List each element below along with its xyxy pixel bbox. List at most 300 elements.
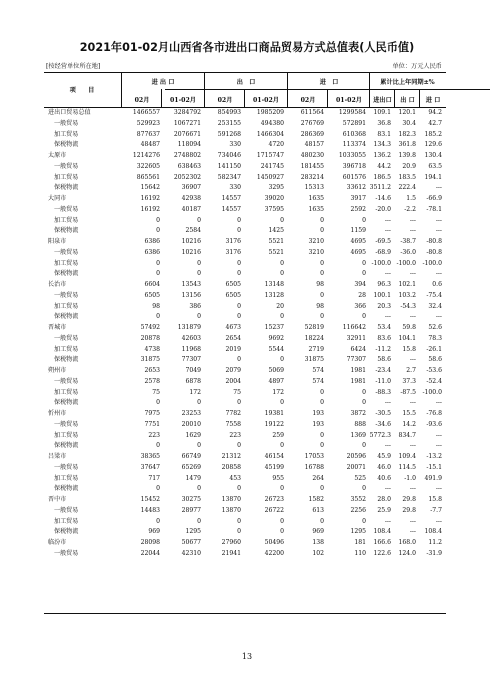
table-cell: 3511.2 — [369, 184, 391, 192]
table-cell: 109.1 — [373, 109, 391, 116]
table-cell: -80.8 — [426, 248, 442, 256]
table-cell: -31.9 — [426, 549, 442, 557]
table-cell: 480230 — [300, 152, 324, 159]
table-cell: 529923 — [136, 119, 160, 127]
header-sub-import-ytd: 01-02月 — [336, 97, 362, 104]
table-cell: 0 — [156, 216, 160, 224]
table-cell: 330 — [229, 141, 241, 149]
table-cell: 1479 — [185, 474, 201, 482]
table-cell: --- — [384, 517, 391, 525]
table-cell: 0 — [197, 399, 201, 407]
row-label: 一般贸易 — [54, 463, 79, 471]
table-cell: --- — [435, 485, 442, 493]
row-label: 加工贸易 — [54, 216, 79, 224]
table-cell: 28.0 — [377, 496, 391, 503]
table-cell: 46154 — [264, 453, 284, 460]
table-row — [44, 194, 446, 205]
table-cell: 0 — [237, 270, 241, 278]
table-cell: 15313 — [304, 184, 324, 192]
table-cell: 48487 — [140, 141, 160, 149]
table-cell: 0.6 — [432, 281, 442, 288]
table-cell: -11.0 — [375, 377, 391, 385]
table-cell: 0 — [320, 442, 324, 450]
table-cell: 0 — [197, 313, 201, 321]
table-cell: 14557 — [221, 205, 241, 213]
table-cell: 20071 — [346, 463, 366, 471]
row-label: 加工贸易 — [54, 517, 79, 525]
row-label: 大同市 — [48, 195, 67, 202]
table-cell: 1981 — [350, 367, 366, 374]
table-cell: 1295 — [185, 528, 201, 536]
table-cell: 4695 — [350, 248, 366, 256]
table-cell: 26723 — [264, 496, 284, 503]
row-label: 保税物流 — [54, 528, 79, 536]
table-row — [44, 388, 446, 399]
table-cell: -100.0 — [371, 259, 391, 267]
table-cell: 877637 — [136, 130, 160, 138]
table-row — [44, 259, 446, 270]
table-cell: -15.1 — [426, 463, 442, 471]
table-cell: 78.3 — [428, 334, 442, 342]
table-cell: 36.8 — [377, 119, 391, 127]
table-cell: 13128 — [264, 291, 284, 299]
table-cell: 15.8 — [428, 496, 442, 503]
table-cell: 5544 — [268, 345, 284, 353]
row-label: 保税物流 — [54, 313, 79, 321]
table-cell: 361.8 — [398, 141, 416, 149]
table-cell: 0 — [156, 485, 160, 493]
table-cell: 1295 — [350, 528, 366, 536]
table-row — [44, 452, 446, 463]
row-label: 一般贸易 — [54, 291, 79, 299]
table-cell: 58.6 — [428, 356, 442, 364]
table-cell: --- — [435, 399, 442, 407]
table-cell: 30275 — [181, 496, 201, 503]
table-cell: --- — [384, 227, 391, 235]
table-cell: 14557 — [221, 195, 241, 202]
table-cell: 1981 — [350, 377, 366, 385]
table-cell: 29.8 — [402, 506, 416, 514]
table-cell: 4673 — [225, 324, 241, 331]
table-cell: 525 — [354, 474, 366, 482]
table-row — [44, 355, 446, 366]
table-cell: -76.8 — [426, 410, 442, 417]
table-cell: 6505 — [225, 281, 241, 288]
table-cell: 141150 — [217, 162, 241, 170]
table-cell: 0 — [237, 399, 241, 407]
table-cell: 1635 — [308, 205, 324, 213]
table-row — [44, 216, 446, 227]
table-cell: 1466557 — [132, 109, 160, 116]
table-cell: --- — [435, 517, 442, 525]
table-cell: 193 — [312, 420, 324, 428]
table-cell: 2076671 — [173, 130, 201, 138]
table-cell: --- — [409, 485, 416, 493]
table-cell: -36.0 — [400, 248, 416, 256]
table-cell: 28 — [358, 291, 366, 299]
table-cell: 0 — [237, 227, 241, 235]
table-cell: 182.3 — [398, 130, 416, 138]
table-cell: 0 — [280, 216, 284, 224]
table-cell: 0 — [320, 227, 324, 235]
table-cell: 50677 — [181, 539, 201, 546]
table-row — [44, 431, 446, 442]
table-cell: -11.2 — [375, 345, 391, 353]
table-cell: 15452 — [140, 496, 160, 503]
row-label: 加工贸易 — [54, 302, 79, 310]
table-cell: 0 — [197, 270, 201, 278]
table-cell: 33612 — [346, 184, 366, 192]
table-cell: 3176 — [225, 248, 241, 256]
table-cell: 865561 — [136, 173, 160, 181]
table-cell: 65269 — [181, 463, 201, 471]
table-cell: 44.2 — [377, 162, 391, 170]
table-cell: 7975 — [144, 410, 160, 417]
table-cell: 53.4 — [377, 324, 391, 331]
header-group-export: 出 口 — [236, 79, 256, 86]
table-cell: 0 — [362, 270, 366, 278]
table-cell: -100.0 — [396, 259, 416, 267]
table-cell: 1369 — [350, 431, 366, 439]
table-cell: 1715747 — [256, 152, 284, 159]
table-cell: 0 — [362, 399, 366, 407]
page-number: 13 — [241, 652, 253, 661]
table-cell: 7558 — [225, 420, 241, 428]
table-cell: 3872 — [350, 410, 366, 417]
table-row — [44, 173, 446, 184]
table-cell: -54.3 — [400, 302, 416, 310]
table-cell: 57492 — [140, 324, 160, 331]
row-label: 忻州市 — [48, 410, 67, 417]
table-cell: 63.5 — [428, 162, 442, 170]
table-cell: 193 — [312, 410, 324, 417]
table-cell: 0 — [320, 313, 324, 321]
table-cell: -78.1 — [426, 205, 442, 213]
table-cell: 2052302 — [173, 173, 201, 181]
table-row — [44, 291, 446, 302]
row-label: 一般贸易 — [54, 119, 79, 127]
table-cell: -1.0 — [404, 474, 416, 482]
table-cell: 21312 — [221, 453, 241, 460]
table-cell: 27960 — [221, 539, 241, 546]
table-cell: 6424 — [350, 345, 366, 353]
table-cell: -88.3 — [375, 388, 391, 396]
table-cell: 11.2 — [428, 539, 442, 546]
table-cell: 0 — [237, 442, 241, 450]
table-cell: 131879 — [177, 324, 201, 331]
table-cell: 4695 — [350, 238, 366, 245]
row-label: 阳泉市 — [48, 238, 67, 245]
table-cell: 20878 — [140, 334, 160, 342]
table-cell: 45.9 — [377, 453, 391, 460]
table-cell: --- — [435, 227, 442, 235]
header-group-yoy: 累计比上年同期±% — [380, 79, 435, 86]
table-cell: 100.1 — [373, 291, 391, 299]
table-cell: 0 — [280, 259, 284, 267]
table-cell: 601576 — [342, 173, 366, 181]
table-cell: 129.6 — [424, 141, 442, 149]
table-cell: 134.3 — [373, 141, 391, 149]
table-cell: 16788 — [304, 463, 324, 471]
table-cell: --- — [384, 485, 391, 493]
table-cell: 0 — [362, 485, 366, 493]
table-row — [44, 506, 446, 517]
table-cell: 0 — [237, 259, 241, 267]
table-cell: 42310 — [181, 549, 201, 557]
table-cell: --- — [435, 184, 442, 192]
table-title: 2021年01-02月山西省各市进出口商品贸易方式总值表(人民币值) — [79, 41, 415, 54]
table-cell: 1629 — [185, 431, 201, 439]
table-cell: 5521 — [268, 248, 284, 256]
table-cell: 286369 — [300, 130, 324, 138]
table-cell: 0 — [156, 259, 160, 267]
table-cell: 591268 — [217, 130, 241, 138]
table-cell: 572891 — [342, 119, 366, 127]
table-cell: 28098 — [140, 539, 160, 546]
column-divider — [327, 89, 328, 107]
table-cell: 0 — [280, 270, 284, 278]
table-cell: 253155 — [217, 119, 241, 127]
table-cell: 194.1 — [424, 173, 442, 181]
table-cell: 0 — [237, 356, 241, 364]
table-cell: 0 — [156, 399, 160, 407]
table-cell: --- — [435, 313, 442, 321]
table-row — [44, 334, 446, 345]
table-cell: 98 — [316, 281, 324, 288]
row-label: 保税物流 — [54, 485, 79, 493]
table-cell: 969 — [148, 528, 160, 536]
table-cell: 0 — [362, 313, 366, 321]
table-row — [44, 420, 446, 431]
table-cell: 223 — [229, 431, 241, 439]
table-row — [44, 302, 446, 313]
table-cell: 185.2 — [424, 130, 442, 138]
table-row — [44, 484, 446, 495]
header-sub-yoy-import: 进 口 — [425, 97, 441, 104]
table-cell: 5521 — [268, 238, 284, 245]
table-cell: 0 — [237, 216, 241, 224]
table-cell: 0 — [280, 442, 284, 450]
table-cell: 136.2 — [373, 152, 391, 159]
table-cell: 45199 — [264, 463, 284, 471]
table-cell: --- — [384, 270, 391, 278]
table-cell: 17053 — [304, 453, 324, 460]
table-cell: --- — [409, 528, 416, 536]
table-cell: 0 — [237, 485, 241, 493]
table-cell: 5772.3 — [369, 431, 391, 439]
table-cell: 3210 — [308, 238, 324, 245]
table-cell: 6505 — [225, 291, 241, 299]
table-cell: 20010 — [181, 420, 201, 428]
row-label: 加工贸易 — [54, 431, 79, 439]
table-cell: 241745 — [260, 162, 284, 170]
header-sub-export-ytd: 01-02月 — [253, 97, 279, 104]
table-cell: 26722 — [264, 506, 284, 514]
table-cell: 1.5 — [406, 195, 416, 202]
row-label: 晋城市 — [48, 324, 67, 331]
table-cell: 2748802 — [173, 152, 201, 159]
table-cell: --- — [384, 216, 391, 224]
table-cell: 7751 — [144, 420, 160, 428]
table-cell: 13870 — [221, 506, 241, 514]
table-cell: 6505 — [144, 291, 160, 299]
table-cell: 0 — [237, 313, 241, 321]
table-cell: 13543 — [181, 281, 201, 288]
table-cell: 50496 — [264, 539, 284, 546]
row-label: 加工贸易 — [54, 345, 79, 353]
table-cell: 58.6 — [377, 356, 391, 364]
table-cell: 0 — [362, 388, 366, 396]
table-cell: 52819 — [304, 324, 324, 331]
table-cell: 222.4 — [398, 184, 416, 192]
table-row — [44, 527, 446, 538]
row-label: 一般贸易 — [54, 248, 79, 256]
table-cell: --- — [409, 313, 416, 321]
table-cell: 1067271 — [173, 119, 201, 127]
table-cell: -66.9 — [426, 195, 442, 202]
table-cell: 20858 — [221, 463, 241, 471]
table-cell: 3210 — [308, 248, 324, 256]
table-row — [44, 538, 446, 549]
table-cell: 0 — [156, 313, 160, 321]
table-cell: 13156 — [181, 291, 201, 299]
table-cell: 48157 — [304, 141, 324, 149]
table-cell: 25.9 — [377, 506, 391, 514]
table-row — [44, 398, 446, 409]
table-cell: --- — [384, 442, 391, 450]
row-label: 朔州市 — [48, 367, 67, 374]
row-label: 长治市 — [48, 281, 67, 288]
table-cell: 4897 — [268, 377, 284, 385]
column-divider — [394, 89, 395, 107]
table-cell: 31875 — [140, 356, 160, 364]
table-cell: 330 — [229, 184, 241, 192]
table-cell: 102.1 — [398, 281, 416, 288]
table-cell: 1450927 — [256, 173, 284, 181]
table-cell: 66749 — [181, 453, 201, 460]
table-row — [44, 237, 446, 248]
table-cell: -68.9 — [375, 248, 391, 256]
table-cell: 0 — [280, 313, 284, 321]
table-cell: 491.9 — [424, 474, 442, 482]
table-cell: 15.8 — [402, 345, 416, 353]
unit-note: 单位：万元人民币 — [392, 63, 442, 70]
row-label: 进出口贸易总值 — [48, 109, 91, 116]
table-row — [44, 269, 446, 280]
header-group-total: 进 出 口 — [151, 79, 175, 86]
table-row — [44, 151, 446, 162]
table-cell: 0 — [156, 270, 160, 278]
column-divider — [161, 89, 162, 107]
table-cell: 19381 — [264, 410, 284, 417]
row-label: 加工贸易 — [54, 474, 79, 482]
table-cell: 611564 — [300, 109, 324, 116]
table-cell: -53.6 — [426, 367, 442, 374]
table-cell: 116642 — [342, 324, 366, 331]
table-cell: 0 — [362, 216, 366, 224]
table-row — [44, 162, 446, 173]
header-sub-total-feb: 02月 — [134, 97, 150, 104]
table-cell: 264 — [312, 474, 324, 482]
table-cell: 638463 — [177, 162, 201, 170]
table-cell: 283214 — [300, 173, 324, 181]
table-cell: 104.1 — [398, 334, 416, 342]
table-cell: -30.5 — [375, 410, 391, 417]
table-cell: 2004 — [225, 377, 241, 385]
table-cell: 172 — [272, 388, 284, 396]
row-label: 保税物流 — [54, 399, 79, 407]
table-cell: 3284792 — [173, 109, 201, 116]
table-cell: 124.0 — [398, 549, 416, 557]
table-cell: --- — [409, 227, 416, 235]
table-cell: 0 — [156, 442, 160, 450]
table-cell: 1159 — [350, 227, 366, 235]
table-cell: 110 — [354, 549, 366, 557]
table-cell: 2256 — [350, 506, 366, 514]
row-label: 加工贸易 — [54, 388, 79, 396]
table-header — [44, 73, 446, 107]
table-row — [44, 226, 446, 237]
table-cell: 168.0 — [398, 539, 416, 546]
table-cell: 0 — [237, 302, 241, 310]
table-cell: 1425 — [268, 227, 284, 235]
table-cell: 42938 — [181, 195, 201, 202]
table-cell: -20.0 — [375, 205, 391, 213]
column-divider — [204, 73, 205, 107]
table-cell: -23.4 — [375, 367, 391, 374]
table-cell: 259 — [272, 431, 284, 439]
table-cell: 0 — [320, 270, 324, 278]
table-cell: 10216 — [181, 248, 201, 256]
table-cell: 0 — [197, 485, 201, 493]
row-label: 加工贸易 — [54, 173, 79, 181]
table-cell: -34.6 — [375, 420, 391, 428]
header-item: 项 目 — [69, 87, 95, 94]
table-cell: 118094 — [177, 141, 201, 149]
row-label: 保税物流 — [54, 184, 79, 192]
table-cell: 0 — [280, 528, 284, 536]
table-cell: 40187 — [181, 205, 201, 213]
table-row — [44, 312, 446, 323]
header-sub-total-ytd: 01-02月 — [170, 97, 196, 104]
column-divider — [121, 73, 122, 107]
header-sub-yoy-total: 进出口 — [373, 97, 392, 104]
table-cell: 52.6 — [428, 324, 442, 331]
table-cell: 0 — [237, 517, 241, 525]
table-cell: 969 — [312, 528, 324, 536]
row-label: 一般贸易 — [54, 549, 79, 557]
table-cell: 83.1 — [377, 130, 391, 138]
table-cell: 3176 — [225, 238, 241, 245]
table-cell: 396718 — [342, 162, 366, 170]
row-label: 一般贸易 — [54, 377, 79, 385]
table-cell: 21941 — [221, 549, 241, 557]
row-label: 晋中市 — [48, 496, 67, 503]
table-cell: 15237 — [264, 324, 284, 331]
table-cell: 0 — [280, 399, 284, 407]
table-cell: 6878 — [185, 377, 201, 385]
table-cell: 1033055 — [338, 152, 366, 159]
table-cell: --- — [409, 399, 416, 407]
table-cell: 113374 — [342, 141, 366, 149]
table-cell: 2079 — [225, 367, 241, 374]
header-sub-import-feb: 02月 — [300, 97, 316, 104]
row-label: 一般贸易 — [54, 205, 79, 213]
table-cell: 36907 — [181, 184, 201, 192]
table-cell: 0 — [320, 291, 324, 299]
table-cell: --- — [409, 270, 416, 278]
table-row — [44, 323, 446, 334]
